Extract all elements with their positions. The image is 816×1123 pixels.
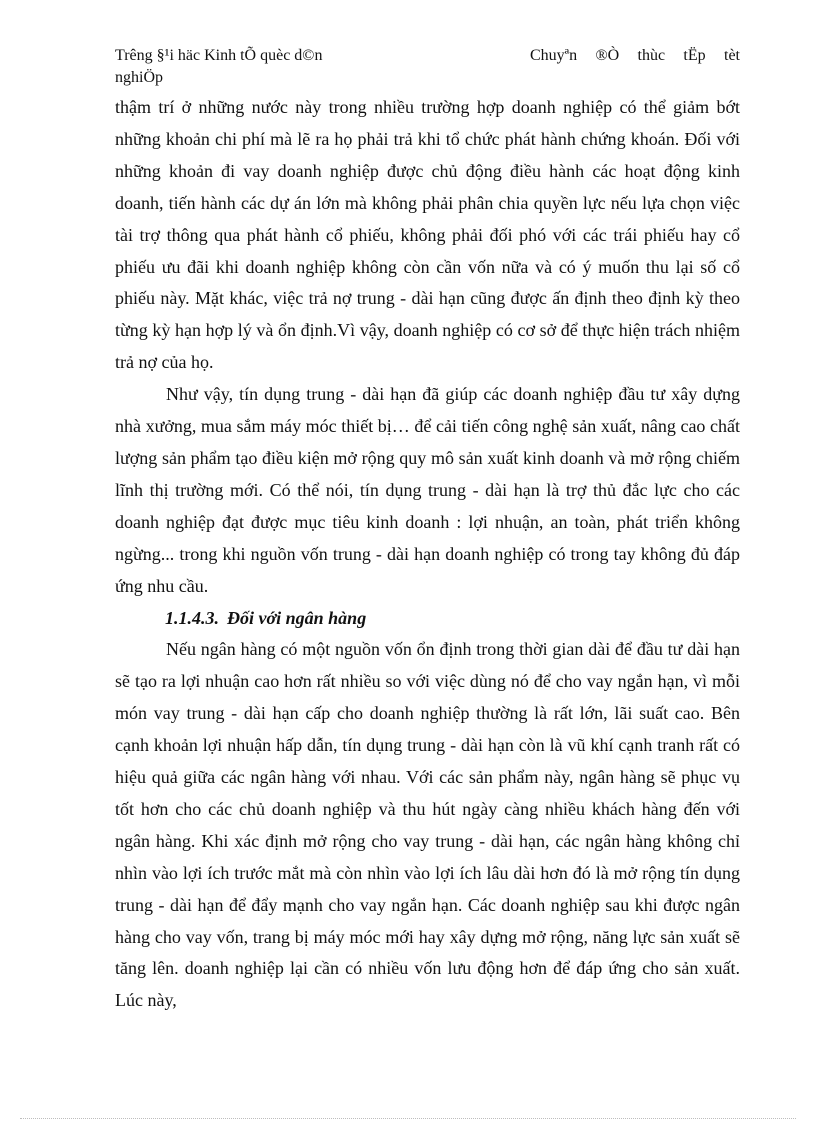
paragraph-continuation: thậm trí ở những nước này trong nhiều trường hợp doanh nghiệp có thể giảm bớt những khoản chi phí mà lẽ ra họ phải trả khi tổ chức phát hành chứng khoán. Đối với những khoản đi vay doanh nghiệp được chủ động điều hành các hoạt động kinh doanh, tiến hành các dự án lớn mà không phải phân chia quyền lực nếu lựa chọn việc tài trợ thông qua phát hành cổ phiếu, không phải đối phó với các trái phiếu hay cổ phiếu ưu đãi khi doanh nghiệp không còn cần vốn nữa và có ý muốn thu lại số cổ phiếu này. Mặt khác, việc trả nợ trung - dài hạn cũng được ấn định theo định kỳ theo từng kỳ hạn hợp lý và ổn định.Vì vậy, doanh nghiệp có cơ sở để thực hiện trách nhiệm trả nợ của họ. xyxy=(115,97,740,373)
paragraph-bank: Nếu ngân hàng có một nguồn vốn ổn định trong thời gian dài để đầu tư dài hạn sẽ tạo ra lợi nhuận cao hơn rất nhiều so với việc dùng nó để cho vay ngắn hạn, vì mỗi món vay trung - dài hạn cấp cho doanh nghiệp thường là rất lớn, lãi suất cao. Bên cạnh khoản lợi nhuận hấp dẫn, tín dụng trung - dài hạn còn là vũ khí cạnh tranh rất có hiệu quả giữa các ngân hàng với nhau. Với các sản phẩm này, ngân hàng sẽ phục vụ tốt hơn cho các chủ doanh nghiệp và thu hút ngày càng nhiều khách hàng đến với ngân hàng. Khi xác định mở rộng cho vay trung - dài hạn, các ngân hàng không chỉ nhìn vào lợi ích trước mắt mà còn nhìn vào lợi ích lâu dài hơn đó là mở rộng tín dụng trung - dài hạn để đẩy mạnh cho vay ngắn hạn. Các doanh nghiệp sau khi được ngân hàng cho vay vốn, trang bị máy móc mới hay xây dựng mở rộng, năng lực sản xuất sẽ tăng lên. doanh nghiệp lại cần có nhiều vốn lưu động hơn để đáp ứng cho sản xuất. Lúc này, xyxy=(115,639,740,1011)
header-left-text: Trêng §¹i häc Kinh tÕ quèc d©n nghiÖp xyxy=(115,47,323,86)
section-heading xyxy=(115,603,740,635)
footer-divider xyxy=(20,1118,796,1119)
section-number: 1.1.4.3. xyxy=(165,607,219,628)
header-right-text: Chuyªn ®Ò thùc tËp tèt xyxy=(530,47,740,64)
document-body xyxy=(115,92,740,1017)
paragraph-summary: Như vậy, tín dụng trung - dài hạn đã giúp các doanh nghiệp đầu tư xây dựng nhà xưởng, mua sắm máy móc thiết bị… để cải tiến công nghệ sản xuất, nâng cao chất lượng sản phẩm tạo điều kiện mở rộng quy mô sản xuất kinh doanh và mở rộng chiếm lĩnh thị trường mới. Có thể nói, tín dụng trung - dài hạn là trợ thủ đắc lực cho các doanh nghiệp đạt được mục tiêu kinh doanh : lợi nhuận, an toàn, phát triển không ngừng... trong khi nguồn vốn trung - dài hạn doanh nghiệp có trong tay không đủ đáp ứng nhu cầu. xyxy=(115,384,740,596)
section-title: Đối với ngân hàng xyxy=(227,607,367,628)
